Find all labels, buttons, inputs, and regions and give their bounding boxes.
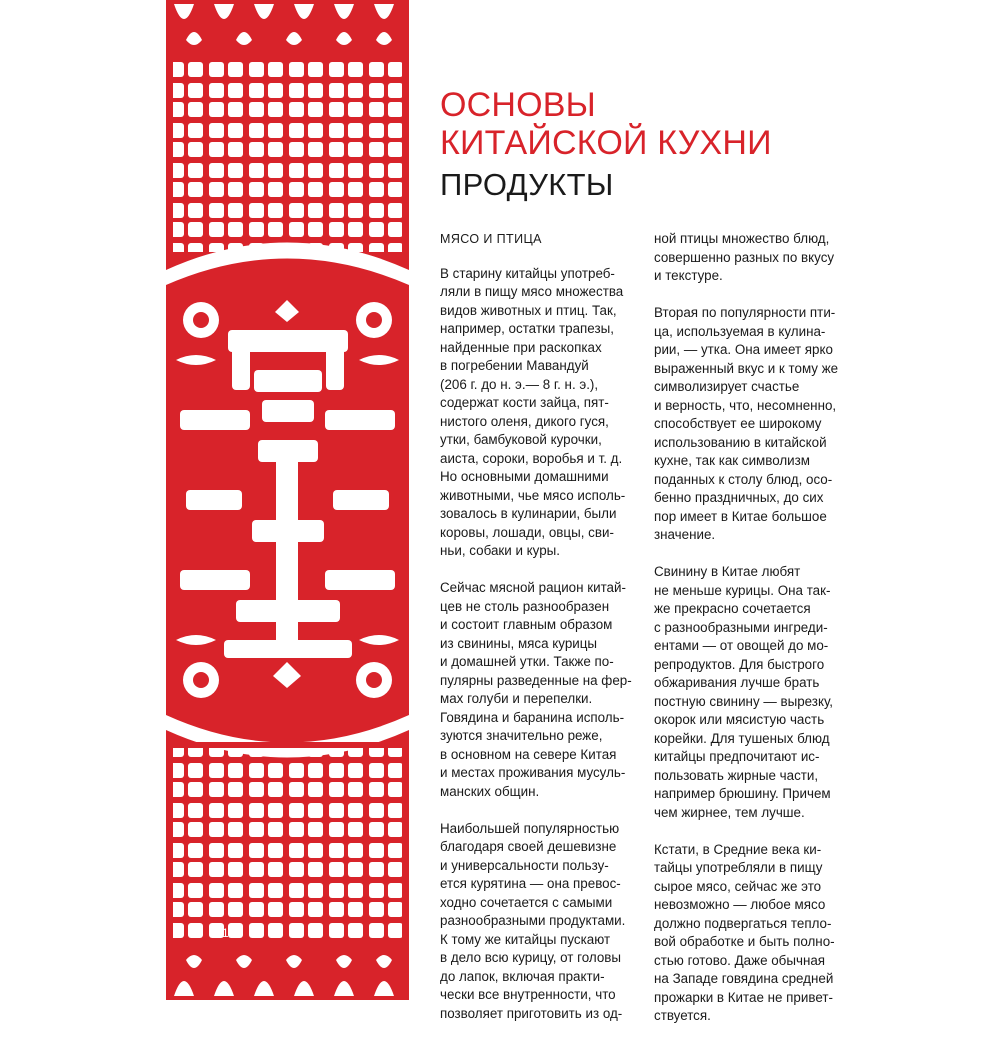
text-line: в основном на севере Китая — [440, 746, 617, 762]
text-line: кухне, так как символизм — [654, 453, 811, 468]
text-line: ствуется. — [654, 1008, 711, 1023]
page-subtitle: ПРОДУКТЫ — [440, 167, 614, 202]
text-line: невозможно — любое мясо — [654, 897, 826, 912]
text-line: зовалось в кулинарии, были — [440, 506, 617, 521]
text-line: рии, — утка. Она имеет ярко — [654, 342, 833, 357]
paragraph — [440, 265, 645, 561]
text-line: ляли в пищу мясо множества — [440, 284, 624, 299]
text-line: чем жирнее, тем лучше. — [654, 804, 805, 820]
text-line: способствует ее широкому — [654, 416, 822, 431]
page-number: 14 — [222, 926, 236, 940]
text-line: не меньше курицы. Она так- — [654, 582, 831, 598]
text-line: нистого оленя, дикого гуся, — [440, 413, 609, 429]
text-line: должно подвергаться тепло- — [654, 915, 832, 931]
text-line: использованию в китайской — [654, 434, 827, 450]
paragraph — [654, 563, 859, 822]
text-line: китайцы предпочитают ис- — [654, 749, 820, 764]
text-line: благодаря своей дешевизне — [440, 839, 617, 854]
text-column-left — [440, 230, 645, 1042]
text-line: манских общин. — [440, 783, 540, 799]
text-line: цев не столь разнообразен — [440, 598, 610, 614]
text-line: стью готово. Даже обычная — [654, 952, 826, 968]
text-line: Вторая по популярности пти- — [654, 305, 836, 320]
text-line: разнообразными продуктами. — [440, 913, 626, 928]
text-line: окорок или мясистую часть — [654, 712, 825, 727]
text-line: чески все внутренности, что — [440, 987, 616, 1002]
text-line: и состоит главным образом — [440, 617, 613, 632]
page-title-line: КИТАЙСКОЙ КУХНИ — [440, 124, 772, 162]
text-line: прожарки в Китае не привет- — [654, 989, 833, 1005]
text-line: Сейчас мясной рацион китай- — [440, 580, 626, 595]
text-line: аиста, сороки, воробья и т. д. — [440, 450, 623, 466]
text-line: и верность, что, несомненно, — [654, 397, 837, 413]
paragraph — [440, 820, 645, 1024]
text-line: пользовать жирные части, — [654, 767, 819, 783]
text-line: и домашней утки. Также по- — [440, 654, 614, 669]
text-line: бенно праздничных, до сих — [654, 490, 824, 505]
text-line: из свинины, мяса курицы — [440, 635, 598, 651]
text-line: и местах проживания мусуль- — [440, 765, 626, 780]
text-line: же прекрасно сочетается — [654, 601, 811, 616]
text-line: зуются значительно реже, — [440, 728, 603, 743]
text-line: позволяет приготовить из од- — [440, 1005, 623, 1021]
text-line: тайцы употребляли в пищу — [654, 860, 823, 875]
text-line: мах голуби и перепелки. — [440, 691, 593, 706]
text-line: совершенно разных по вкусу — [654, 249, 835, 265]
text-line: пулярны разведенные на фер- — [440, 672, 632, 688]
text-line: В старину китайцы употреб- — [440, 265, 615, 281]
text-line: найденные при раскопках — [440, 339, 602, 355]
text-line: ходно сочетается с самыми — [440, 894, 613, 910]
page-title-line: ОСНОВЫ — [440, 86, 596, 124]
text-line: в погребении Мавандуй — [440, 358, 589, 373]
text-line: символизирует счастье — [654, 379, 800, 394]
paragraph — [654, 304, 859, 545]
papercut-banner — [166, 0, 409, 1000]
text-line: животными, чье мясо исполь- — [440, 487, 626, 503]
text-line: в дело всю курицу, от головы — [440, 950, 622, 965]
text-line: коровы, лошади, овцы, сви- — [440, 524, 614, 540]
text-line: Говядина и баранина исполь- — [440, 709, 625, 725]
text-line: например, остатки трапезы, — [440, 321, 614, 336]
section-heading: МЯСО И ПТИЦА — [440, 232, 542, 246]
text-line: корейки. Для тушеных блюд — [654, 730, 830, 746]
text-line: ной птицы множество блюд, — [654, 231, 830, 246]
papercut-illustration — [166, 0, 409, 1000]
text-line: вой обработке и быть полно- — [654, 934, 835, 949]
text-line: до лапок, включая практи- — [440, 968, 605, 984]
text-line: например брюшину. Причем — [654, 786, 831, 801]
text-line: ется курятина — она превос- — [440, 876, 621, 891]
text-line: пор имеет в Китае большое — [654, 508, 827, 524]
text-line: (206 г. до н. э.— 8 г. н. э.), — [440, 376, 599, 392]
text-line: Но основными домашними — [440, 469, 609, 484]
text-line: ньи, собаки и куры. — [440, 543, 560, 558]
text-line: обжаривания лучше брать — [654, 675, 820, 690]
text-line: и универсальности пользу- — [440, 857, 609, 873]
text-line: репродуктов. Для быстрого — [654, 656, 825, 672]
text-line: на Западе говядина средней — [654, 971, 834, 986]
text-line: Свинину в Китае любят — [654, 564, 801, 579]
text-line: постную свинину — вырезку, — [654, 693, 834, 709]
text-line: сырое мясо, сейчас же это — [654, 878, 822, 894]
text-line: утки, бамбуковой курочки, — [440, 432, 602, 447]
text-line: ца, используемая в кулина- — [654, 323, 826, 339]
text-line: значение. — [654, 527, 716, 542]
text-line: и текстуре. — [654, 268, 723, 283]
text-line: ентами — от овощей до мо- — [654, 638, 829, 653]
page-title — [440, 86, 772, 162]
paragraph — [654, 230, 859, 286]
text-line: поданных к столу блюд, осо- — [654, 471, 833, 487]
text-line: с разнообразными ингреди- — [654, 619, 828, 635]
text-line: выраженный вкус и к тому же — [654, 360, 839, 376]
text-line: содержат кости зайца, пят- — [440, 395, 609, 410]
paragraph — [654, 841, 859, 1026]
text-line: Наибольшей популярностью — [440, 820, 620, 836]
text-line: видов животных и птиц. Так, — [440, 302, 617, 318]
text-line: К тому же китайцы пускают — [440, 931, 611, 947]
text-line: Кстати, в Средние века ки- — [654, 841, 822, 857]
text-column-right — [654, 230, 859, 1044]
paragraph — [440, 579, 645, 801]
